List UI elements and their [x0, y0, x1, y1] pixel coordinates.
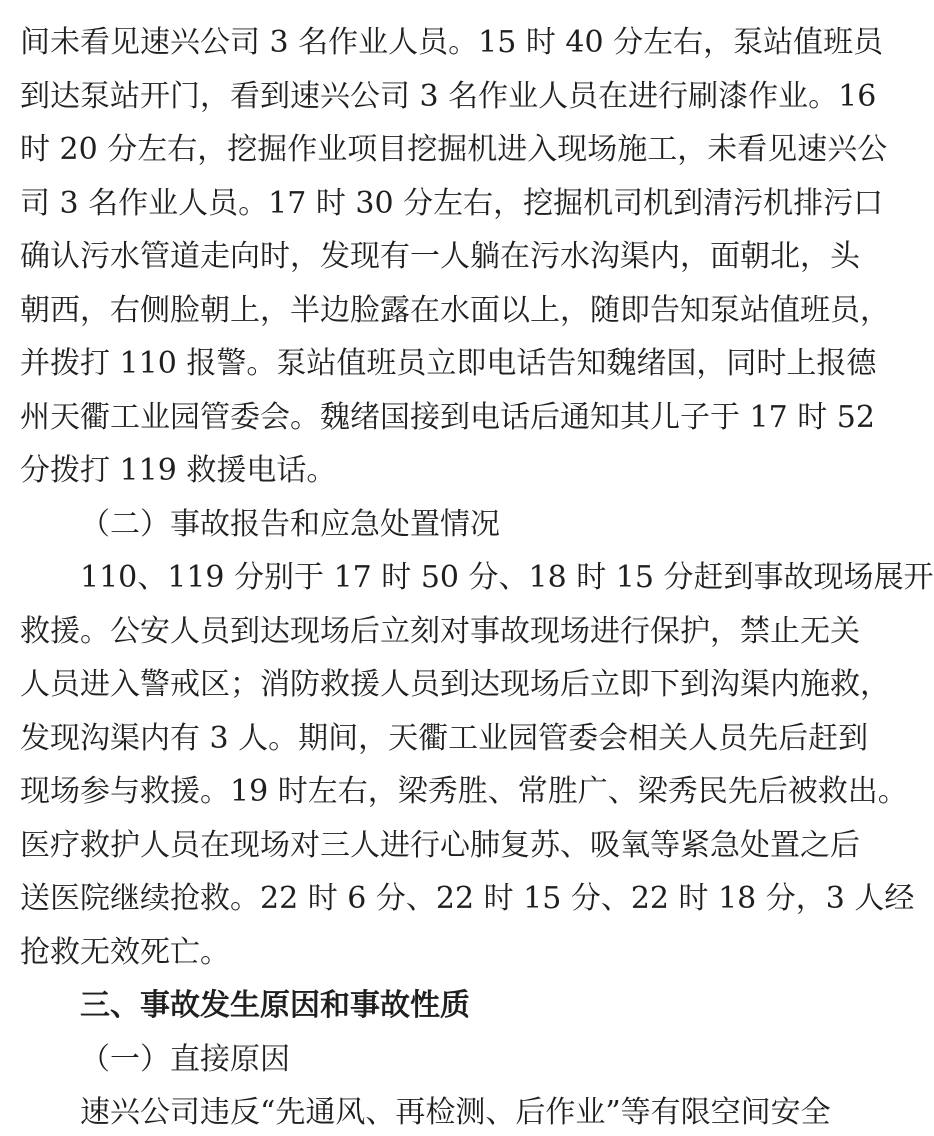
paragraph-line: 110、119 分别于 17 时 50 分、18 时 15 分赶到事故现场展开: [80, 560, 934, 595]
section-heading: 三、事故发生原因和事故性质: [80, 988, 470, 1023]
paragraph-line: 现场参与救援。19 时左右，梁秀胜、常胜广、梁秀民先后被救出。: [20, 774, 908, 809]
subsection-heading: （二）事故报告和应急处置情况: [80, 507, 500, 542]
paragraph-line: 速兴公司违反“先通风、再检测、后作业”等有限空间安全: [80, 1095, 831, 1130]
subsection-heading: （一）直接原因: [80, 1042, 290, 1077]
paragraph-line: 发现沟渠内有 3 人。期间，天衢工业园管委会相关人员先后赶到: [20, 721, 869, 756]
paragraph-line: 人员进入警戒区；消防救援人员到达现场后立即下到沟渠内施救，: [20, 667, 890, 702]
paragraph-line: 间未看见速兴公司 3 名作业人员。15 时 40 分左右，泵站值班员: [20, 25, 884, 60]
paragraph-line: 司 3 名作业人员。17 时 30 分左右，挖掘机司机到清污机排污口: [20, 186, 884, 221]
paragraph-line: 送医院继续抢救。22 时 6 分、22 时 15 分、22 时 18 分，3 人经: [20, 881, 915, 916]
paragraph-line: 医疗救护人员在现场对三人进行心肺复苏、吸氧等紧急处置之后: [20, 828, 860, 863]
paragraph-line: 并拨打 110 报警。泵站值班员立即电话告知魏绪国，同时上报德: [20, 346, 877, 381]
paragraph-line: 时 20 分左右，挖掘作业项目挖掘机进入现场施工，未看见速兴公: [20, 132, 888, 167]
paragraph-line: 确认污水管道走向时，发现有一人躺在污水沟渠内，面朝北，头: [20, 239, 860, 274]
paragraph-line: 分拨打 119 救援电话。: [20, 453, 337, 488]
paragraph-line: 救援。公安人员到达现场后立刻对事故现场进行保护，禁止无关: [20, 614, 860, 649]
paragraph-line: 到达泵站开门，看到速兴公司 3 名作业人员在进行刷漆作业。16: [20, 79, 877, 114]
paragraph-line: 州天衢工业园管委会。魏绪国接到电话后通知其儿子于 17 时 52: [20, 400, 875, 435]
paragraph-line: 朝西，右侧脸朝上，半边脸露在水面以上，随即告知泵站值班员，: [20, 293, 890, 328]
paragraph-line: 抢救无效死亡。: [20, 935, 230, 970]
